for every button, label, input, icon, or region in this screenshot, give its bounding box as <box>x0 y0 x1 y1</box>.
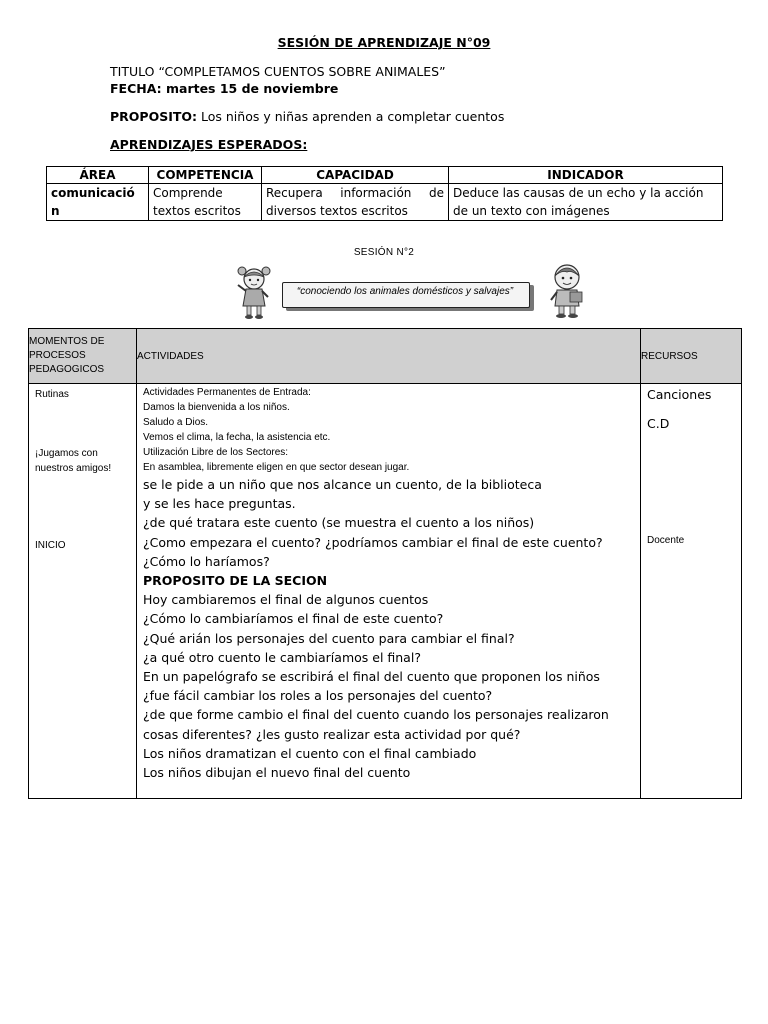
cell-area <box>47 184 149 221</box>
recurso-canciones: Canciones <box>647 387 712 402</box>
cell-competencia-line: Comprende <box>153 186 223 200</box>
cell-indicador-line: Deduce las causas de un echo y la acción <box>453 186 704 200</box>
cell-competencia <box>149 184 262 221</box>
actividad-line: Actividades Permanentes de Entrada: <box>143 387 311 398</box>
actividad-line: ¿Cómo lo cambiaríamos el final de este cuento? <box>143 611 444 627</box>
recursos-cell <box>641 384 742 799</box>
actividad-line: ¿Qué arián los personajes del cuento para cambiar el final? <box>143 630 515 646</box>
cell-indicador-line: de un texto con imágenes <box>453 204 610 218</box>
header-momentos-line: PROCESOS <box>29 350 86 361</box>
actividad-line: En un papelógrafo se escribirá el final del cuento que proponen los niños <box>143 669 600 685</box>
header-actividades: ACTIVIDADES <box>137 329 641 384</box>
girl-illustration <box>234 264 274 320</box>
actividad-line: Los niños dibujan el nuevo final del cuento <box>143 765 411 781</box>
cell-capacidad-line: Recupera información de <box>266 186 444 200</box>
actividades-permanentes <box>143 385 640 475</box>
actividad-line: y se les hace preguntas. <box>143 496 296 512</box>
recurso-cd: C.D <box>647 416 670 431</box>
cell-competencia-line: textos escritos <box>153 204 241 218</box>
proposito-line <box>110 109 504 124</box>
momentos-cell <box>29 384 137 799</box>
actividad-line: ¿Como empezara el cuento? ¿podríamos cambiar el final de este cuento? <box>143 534 603 550</box>
fecha-line <box>110 81 338 96</box>
actividad-line: Utilización Libre de los Sectores: <box>143 447 289 458</box>
momento-jugamos-line: nuestros amigos! <box>35 463 112 474</box>
header-momentos-line: PEDAGOGICOS <box>29 364 105 375</box>
cell-indicador <box>449 184 723 221</box>
header-indicador: INDICADOR <box>449 167 723 184</box>
actividad-line: se le pide a un niño que nos alcance un cuento, de la biblioteca <box>143 477 542 492</box>
header-recursos: RECURSOS <box>641 329 742 384</box>
learning-table-header <box>47 167 723 184</box>
cell-capacidad <box>262 184 449 221</box>
header-area: ÁREA <box>47 167 149 184</box>
document-title: SESIÓN DE APRENDIZAJE N°09 <box>277 35 491 50</box>
proposito-heading: PROPOSITO DE LA SECION <box>143 573 328 589</box>
fecha-value: martes 15 de noviembre <box>165 81 339 96</box>
actividad-line: ¿a qué otro cuento le cambiaríamos el final? <box>143 649 421 665</box>
momento-jugamos <box>35 446 111 476</box>
activities-table-header <box>29 329 742 384</box>
activities-table <box>28 328 742 799</box>
actividad-line: Hoy cambiaremos el final de algunos cuentos <box>143 592 429 608</box>
actividades-cell <box>137 384 641 799</box>
recurso-docente: Docente <box>647 535 685 546</box>
cell-capacidad-line: diversos textos escritos <box>266 204 408 218</box>
actividad-line: Los niños dramatizan el cuento con el final cambiado <box>143 745 477 761</box>
banner-text: “conociendo los animales domésticos y salvajes” <box>296 286 514 297</box>
actividad-line: ¿Cómo lo haríamos? <box>143 553 270 569</box>
session-banner <box>282 280 538 310</box>
actividad-line: Damos la bienvenida a los niños. <box>143 402 290 413</box>
proposito-value: Los niños y niñas aprenden a completar cuentos <box>201 109 505 124</box>
actividad-line: En asamblea, libremente eligen en que sector desean jugar. <box>143 462 410 473</box>
titulo-value: “COMPLETAMOS CUENTOS SOBRE ANIMALES” <box>158 64 446 79</box>
header-momentos-line: MOMENTOS DE <box>29 336 105 347</box>
header-momentos <box>29 329 137 384</box>
actividad-line: ¿fue fácil cambiar los roles a los personajes del cuento? <box>143 688 493 704</box>
header-capacidad: CAPACIDAD <box>262 167 449 184</box>
momento-rutinas: Rutinas <box>35 389 69 400</box>
session-subtitle: SESIÓN N°2 <box>353 247 415 258</box>
aprendizajes-label: APRENDIZAJES ESPERADOS: <box>110 137 308 152</box>
momento-inicio: INICIO <box>35 540 66 551</box>
cell-area-line: n <box>51 204 60 218</box>
titulo-label: TITULO <box>110 64 155 79</box>
header-competencia: COMPETENCIA <box>149 167 262 184</box>
momento-jugamos-line: ¡Jugamos con <box>35 448 98 459</box>
boy-illustration <box>544 262 590 320</box>
actividad-line: ¿de qué tratara este cuento (se muestra el cuento a los niños) <box>143 515 535 531</box>
actividad-line: ¿de que forme cambio el final del cuento cuando los personajes realizaron <box>143 707 609 723</box>
actividad-line: Vemos el clima, la fecha, la asistencia etc. <box>143 432 331 443</box>
activities-table-row <box>29 384 742 799</box>
learning-table-row <box>47 184 723 221</box>
titulo-line <box>110 64 446 79</box>
fecha-label: FECHA: <box>110 81 162 96</box>
cell-area-line: comunicació <box>51 186 135 200</box>
actividades-inicio <box>143 475 640 782</box>
learning-table <box>46 166 723 221</box>
proposito-label: PROPOSITO: <box>110 109 198 124</box>
actividad-line: cosas diferentes? ¿les gusto realizar esta actividad por qué? <box>143 726 521 742</box>
actividad-line: Saludo a Dios. <box>143 417 209 428</box>
